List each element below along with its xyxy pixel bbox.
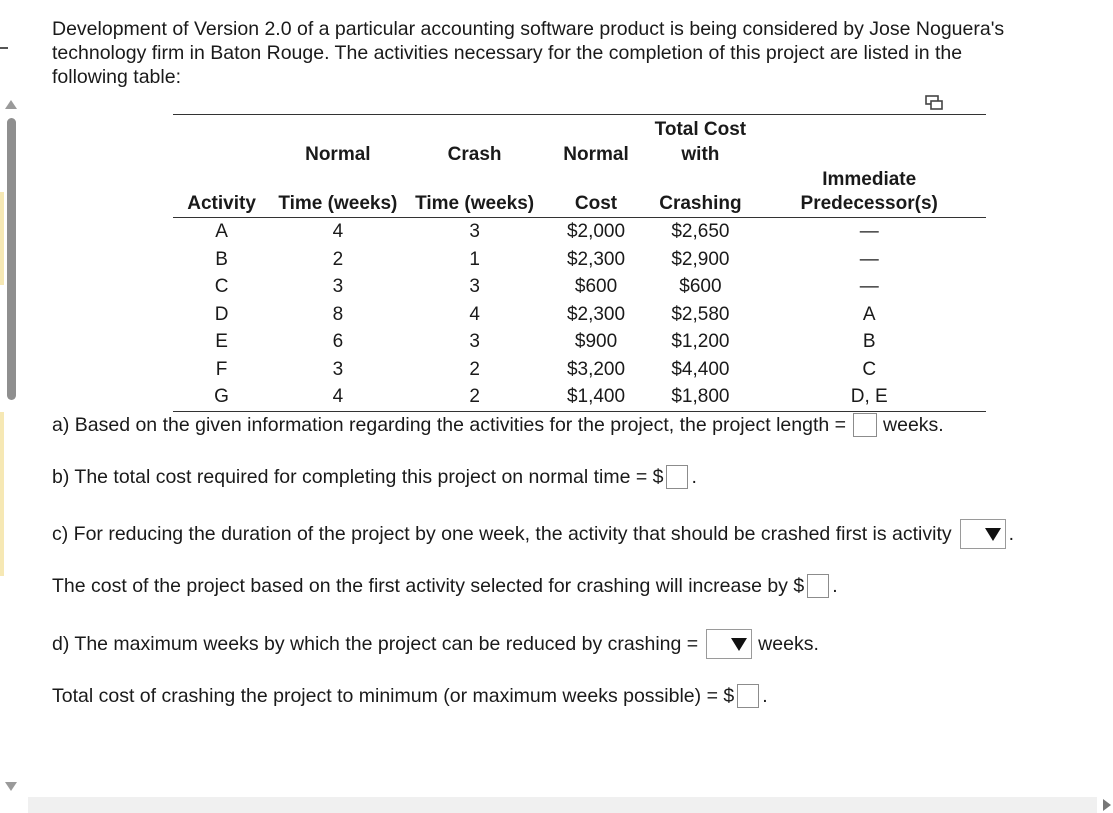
normal-time-cell: 3 xyxy=(332,276,344,298)
crash-cost-cell: $600 xyxy=(679,276,722,298)
normal-cost-cell: $2,000 xyxy=(566,221,626,243)
normal-time-cell: 8 xyxy=(332,303,344,325)
crash-time-cell: 3 xyxy=(469,331,480,353)
crash-cost-cell: $1,200 xyxy=(671,331,730,353)
normal-time-cell: 3 xyxy=(332,358,344,380)
header-activity: Activity xyxy=(173,168,270,218)
problem-statement: Development of Version 2.0 of a particular accounting software product is being considered by Jose Noguera's technology firm in Baton Rouge. The activities necessary for the completion of this project are listed in the following table: xyxy=(52,18,1005,88)
normal-cost-cell: $600 xyxy=(574,276,618,298)
question-d-text: d) The maximum weeks by which the project can be reduced by crashing = xyxy=(52,633,699,655)
normal-cost-input[interactable] xyxy=(666,465,688,489)
crash-cost-cell: $1,800 xyxy=(648,383,752,411)
table-row xyxy=(173,246,986,274)
normal-cost-cell: $2,300 xyxy=(566,248,626,270)
normal-time-cell: 6 xyxy=(332,331,344,353)
activity-table xyxy=(173,114,986,412)
activity-cell: B xyxy=(215,248,228,270)
question-d-cost-text: Total cost of crashing the project to minimum (or maximum weeks possible) = $ xyxy=(52,685,735,707)
question-a-suffix: weeks. xyxy=(883,414,944,436)
normal-time-cell: 2 xyxy=(332,248,344,270)
activity-cell: F xyxy=(215,358,228,380)
normal-cost-cell: $900 xyxy=(574,331,618,353)
header-crashing: Crashing xyxy=(648,168,752,218)
activity-cell: A xyxy=(215,221,228,243)
question-c-cost-text: The cost of the project based on the first activity selected for crashing will increase by $ xyxy=(52,575,805,597)
activity-cell: E xyxy=(215,331,228,353)
crash-cost-cell: $2,580 xyxy=(671,303,730,325)
header-crash-time-top: Crash xyxy=(447,144,502,165)
crash-time-cell: 4 xyxy=(469,303,480,325)
crash-cost-cell: $2,650 xyxy=(671,221,730,243)
scroll-down-icon[interactable] xyxy=(5,782,17,791)
table-row xyxy=(173,273,986,301)
question-d-suffix: weeks. xyxy=(758,633,819,655)
question-a-text: a) Based on the given information regarding the activities for the project, the project length = xyxy=(52,414,847,436)
table-row xyxy=(173,356,986,384)
crash-time-cell: 3 xyxy=(469,221,480,243)
activity-cell: D xyxy=(214,303,229,325)
predecessor-cell: — xyxy=(859,276,879,298)
predecessor-cell: D, E xyxy=(752,383,986,411)
question-d xyxy=(52,629,819,659)
predecessor-cell: — xyxy=(859,248,879,270)
table-row xyxy=(173,301,986,329)
crash-cost-cell: $4,400 xyxy=(671,358,730,380)
predecessor-cell: A xyxy=(862,303,876,325)
activity-cell: C xyxy=(214,276,229,298)
header-normal-cost-top: Normal xyxy=(563,144,629,165)
crash-time-cell: 2 xyxy=(406,383,544,411)
question-d-cost-suffix: . xyxy=(762,685,768,707)
project-length-input[interactable] xyxy=(853,413,877,437)
header-crash-time: Time (weeks) xyxy=(406,168,544,218)
crash-time-cell: 2 xyxy=(469,358,480,380)
normal-cost-cell: $3,200 xyxy=(566,358,626,380)
table-row xyxy=(173,383,986,411)
question-c-cost-suffix: . xyxy=(832,575,838,597)
header-normal-time-top: Normal xyxy=(305,144,371,165)
chevron-down-icon xyxy=(985,528,1001,541)
crash-cost-cell: $2,900 xyxy=(671,248,730,270)
predecessor-cell: — xyxy=(859,221,879,243)
highlight-mark xyxy=(0,192,4,285)
normal-cost-cell: $2,300 xyxy=(566,303,626,325)
crash-total-cost-input[interactable] xyxy=(737,684,759,708)
horizontal-scrollbar[interactable] xyxy=(28,797,1097,813)
predecessor-cell: C xyxy=(862,358,877,380)
question-b-text: b) The total cost required for completing this project on normal time = $ xyxy=(52,466,664,488)
crash-time-cell: 3 xyxy=(469,276,480,298)
question-c-text: c) For reducing the duration of the project by one week, the activity that should be crashed first is activity xyxy=(52,523,952,545)
question-c-cost xyxy=(52,574,838,598)
crash-time-cell: 1 xyxy=(469,248,480,270)
header-normal-cost: Cost xyxy=(544,168,649,218)
normal-time-cell: 4 xyxy=(270,383,405,411)
question-c xyxy=(52,519,1014,549)
scroll-right-icon[interactable] xyxy=(1103,799,1111,811)
max-weeks-select[interactable] xyxy=(706,629,752,659)
chevron-down-icon xyxy=(731,638,747,651)
vertical-scrollbar-thumb[interactable] xyxy=(7,118,16,400)
cost-increase-input[interactable] xyxy=(807,574,829,598)
highlight-mark xyxy=(0,412,4,576)
table-row xyxy=(173,328,986,356)
header-normal-time: Time (weeks) xyxy=(270,168,405,218)
question-d-cost xyxy=(52,684,768,708)
copy-table-icon[interactable] xyxy=(925,95,943,111)
normal-cost-cell: $1,400 xyxy=(544,383,649,411)
question-a xyxy=(52,413,944,437)
question-b xyxy=(52,465,697,489)
header-predecessor: Immediate Predecessor(s) xyxy=(752,168,986,218)
collapse-dash xyxy=(0,47,8,49)
predecessor-cell: B xyxy=(862,331,876,353)
question-b-suffix: . xyxy=(691,466,697,488)
normal-time-cell: 4 xyxy=(332,221,344,243)
header-total-cost: Total Cost xyxy=(648,115,752,144)
crash-activity-select[interactable] xyxy=(960,519,1006,549)
table-row xyxy=(173,218,986,246)
scroll-up-icon[interactable] xyxy=(5,100,17,109)
header-total-cost-with: with xyxy=(681,144,720,165)
question-c-suffix: . xyxy=(1008,523,1015,545)
activity-cell: G xyxy=(173,383,270,411)
